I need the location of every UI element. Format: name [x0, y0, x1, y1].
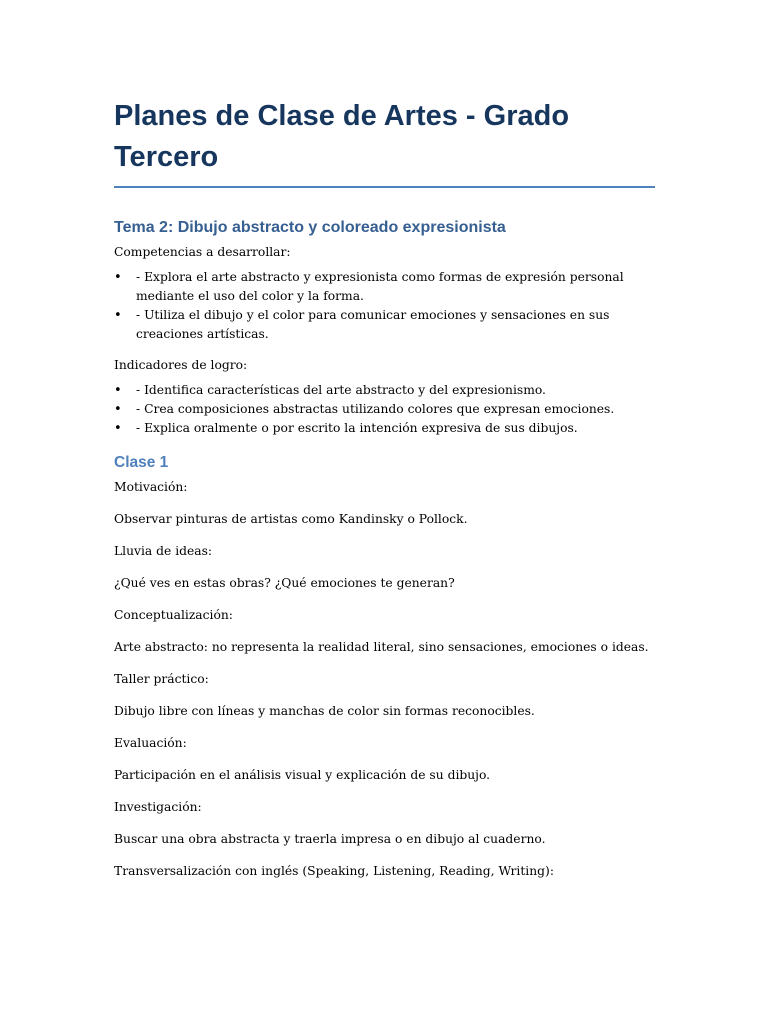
- section-heading: Tema 2: Dibujo abstracto y coloreado expresionista: [114, 219, 506, 236]
- class-heading: Clase 1: [114, 454, 169, 471]
- paragraph-lluvia-label: Lluvia de ideas:: [114, 544, 213, 558]
- list-item: [114, 381, 655, 400]
- paragraph-transversalizacion-label: Transversalización con inglés (Speaking, Listening, Reading, Writing):: [114, 864, 554, 878]
- paragraph-investigacion: Buscar una obra abstracta y traerla impresa o en dibujo al cuaderno.: [114, 832, 546, 846]
- bullet-icon: •: [114, 402, 122, 417]
- paragraph-conceptualizacion: Arte abstracto: no representa la realidad literal, sino sensaciones, emociones o ideas.: [114, 640, 649, 654]
- paragraph-conceptualizacion-label: Conceptualización:: [114, 608, 233, 622]
- list-item: [114, 400, 655, 419]
- competencias-label: Competencias a desarrollar:: [114, 245, 291, 259]
- paragraph-investigacion-label: Investigación:: [114, 800, 202, 814]
- indicadores-list: [114, 381, 655, 438]
- paragraph-evaluacion-label: Evaluación:: [114, 736, 187, 750]
- list-item: [114, 419, 655, 438]
- bullet-icon: •: [114, 383, 122, 398]
- paragraph-motivacion-label: Motivación:: [114, 480, 188, 494]
- list-item-text: - Identifica características del arte abstracto y del expresionismo.: [136, 383, 546, 397]
- paragraph-taller-label: Taller práctico:: [114, 672, 209, 686]
- paragraph-lluvia: ¿Qué ves en estas obras? ¿Qué emociones te generan?: [114, 576, 455, 590]
- paragraph-evaluacion: Participación en el análisis visual y explicación de su dibujo.: [114, 768, 491, 782]
- competencias-list: [114, 268, 655, 344]
- list-item-text: - Utiliza el dibujo y el color para comunicar emociones y sensaciones en sus creaciones artísticas.: [136, 308, 610, 341]
- list-item-text: - Explora el arte abstracto y expresionista como formas de expresión personal mediante el uso del color y la forma.: [136, 270, 624, 303]
- document-page: [114, 96, 655, 894]
- bullet-icon: •: [114, 421, 122, 436]
- paragraph-taller: Dibujo libre con líneas y manchas de color sin formas reconocibles.: [114, 704, 535, 718]
- list-item-text: - Explica oralmente o por escrito la intención expresiva de sus dibujos.: [136, 421, 578, 435]
- list-item: [114, 268, 655, 306]
- list-item-text: - Crea composiciones abstractas utilizando colores que expresan emociones.: [136, 402, 615, 416]
- paragraph-motivacion: Observar pinturas de artistas como Kandinsky o Pollock.: [114, 512, 468, 526]
- document-title: Planes de Clase de Artes - Grado Tercero: [114, 96, 655, 188]
- indicadores-label: Indicadores de logro:: [114, 358, 248, 372]
- list-item: [114, 306, 655, 344]
- bullet-icon: •: [114, 270, 122, 285]
- bullet-icon: •: [114, 308, 122, 323]
